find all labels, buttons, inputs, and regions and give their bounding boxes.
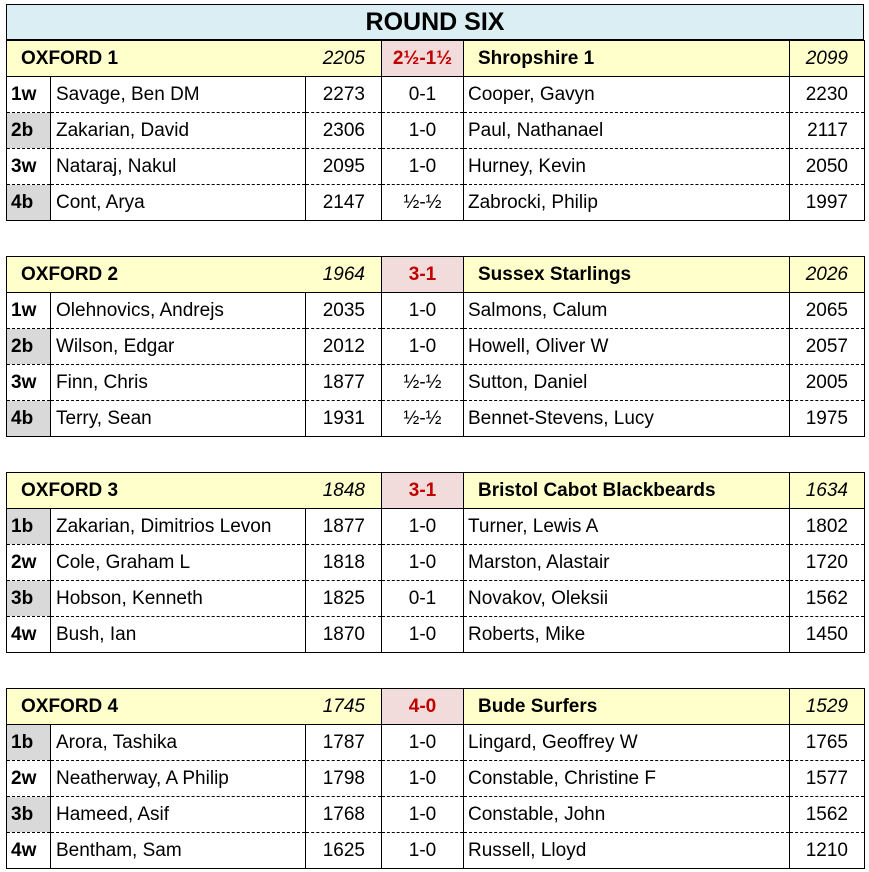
home-player: Terry, Sean <box>51 401 306 437</box>
board-number: 4w <box>7 833 51 869</box>
home-team-rating: 2205 <box>306 41 382 77</box>
away-player-rating: 1997 <box>805 191 848 213</box>
board-row <box>7 149 865 185</box>
away-player-rating: 1720 <box>790 545 865 581</box>
away-player: Russell, Lloyd <box>464 833 790 869</box>
home-player-rating: 1825 <box>306 581 382 617</box>
match-score: 4-0 <box>382 689 464 725</box>
home-player-rating: 2273 <box>306 77 382 113</box>
home-player: Arora, Tashika <box>51 725 306 761</box>
match-header <box>7 257 865 293</box>
home-team-name: OXFORD 2 <box>7 257 306 293</box>
home-player: Zakarian, Dimitrios Levon <box>51 509 306 545</box>
board-row <box>7 113 865 149</box>
board-number: 3b <box>7 581 51 617</box>
match-score: 3-1 <box>382 473 464 509</box>
board-row <box>7 617 865 653</box>
board-number: 3w <box>7 365 51 401</box>
board-number: 1b <box>7 725 51 761</box>
board-row <box>7 77 865 113</box>
away-player: Constable, Christine F <box>464 761 790 797</box>
match-score: 2½-1½ <box>382 41 464 77</box>
home-player: Hameed, Asif <box>51 797 306 833</box>
board-row <box>7 401 865 437</box>
board-row <box>7 581 865 617</box>
away-player-rating: 2005 <box>790 365 865 401</box>
home-player: Cont, Arya <box>51 185 306 221</box>
board-row <box>7 293 865 329</box>
board-number: 3b <box>7 797 51 833</box>
board-number: 1w <box>7 77 51 113</box>
board-number: 4b <box>7 401 51 437</box>
home-player: Olehnovics, Andrejs <box>51 293 306 329</box>
away-player: Howell, Oliver W <box>464 329 790 365</box>
away-team-rating: 2099 <box>790 41 865 77</box>
board-result: 1-0 <box>382 617 464 653</box>
board-result: 1-0 <box>382 761 464 797</box>
home-player-rating: 1798 <box>306 761 382 797</box>
home-team-name: OXFORD 1 <box>7 41 306 77</box>
match-table <box>6 472 865 653</box>
board-number: 3w <box>7 149 51 185</box>
board-row <box>7 833 865 869</box>
board-row <box>7 509 865 545</box>
match-table <box>6 40 865 221</box>
away-player-rating: 1210 <box>805 839 848 861</box>
away-player-rating: 2230 <box>790 77 865 113</box>
home-player-rating: 1787 <box>306 725 382 761</box>
away-player-rating: 1562 <box>790 581 865 617</box>
away-team-rating: 1529 <box>790 689 865 725</box>
board-number: 2b <box>7 113 51 149</box>
away-player: Lingard, Geoffrey W <box>464 725 790 761</box>
match-header <box>7 689 865 725</box>
board-number: 1w <box>7 293 51 329</box>
away-team-rating: 1634 <box>790 473 865 509</box>
board-number: 4w <box>7 617 51 653</box>
match-score: 3-1 <box>382 257 464 293</box>
board-row <box>7 329 865 365</box>
board-result: 1-0 <box>382 725 464 761</box>
away-player: Novakov, Oleksii <box>464 581 790 617</box>
home-player-rating: 1625 <box>306 833 382 869</box>
board-number: 2w <box>7 761 51 797</box>
home-player: Cole, Graham L <box>51 545 306 581</box>
board-result: 1-0 <box>382 509 464 545</box>
away-player: Salmons, Calum <box>464 293 790 329</box>
away-player-rating: 1765 <box>790 725 865 761</box>
board-number: 4b <box>7 185 51 221</box>
away-player: Turner, Lewis A <box>464 509 790 545</box>
board-result: 1-0 <box>382 113 464 149</box>
home-player-rating: 1870 <box>306 617 382 653</box>
board-result: 1-0 <box>382 797 464 833</box>
board-number: 2b <box>7 329 51 365</box>
away-player: Bennet-Stevens, Lucy <box>464 401 790 437</box>
board-result: 0-1 <box>382 581 464 617</box>
home-player: Zakarian, David <box>51 113 306 149</box>
board-row <box>7 797 865 833</box>
home-player-rating: 1877 <box>306 509 382 545</box>
home-team-rating: 1964 <box>306 257 382 293</box>
board-row <box>7 725 865 761</box>
round-title: ROUND SIX <box>6 4 864 40</box>
away-player-rating: 1577 <box>790 761 865 797</box>
board-result: 1-0 <box>382 149 464 185</box>
away-player: Constable, John <box>464 797 790 833</box>
away-player-rating: 1450 <box>805 623 848 645</box>
board-number: 1b <box>7 509 51 545</box>
match-table <box>6 256 865 437</box>
home-player: Wilson, Edgar <box>51 329 306 365</box>
home-player: Finn, Chris <box>51 365 306 401</box>
home-player: Nataraj, Nakul <box>51 149 306 185</box>
away-team-name: Bristol Cabot Blackbeards <box>464 473 790 509</box>
away-player-rating: 2050 <box>790 149 865 185</box>
away-player-rating: 2117 <box>790 113 865 149</box>
away-player-rating: 2057 <box>790 329 865 365</box>
away-player-rating: 2065 <box>790 293 865 329</box>
board-number: 2w <box>7 545 51 581</box>
board-result: 1-0 <box>382 293 464 329</box>
board-row <box>7 365 865 401</box>
away-player-rating: 1562 <box>790 797 865 833</box>
home-player-rating: 1818 <box>306 545 382 581</box>
board-result: ½-½ <box>382 401 464 437</box>
away-team-name: Bude Surfers <box>464 689 790 725</box>
board-result: 1-0 <box>382 833 464 869</box>
away-player: Roberts, Mike <box>464 617 790 653</box>
board-row <box>7 185 865 221</box>
home-team-name: OXFORD 4 <box>7 689 306 725</box>
home-player-rating: 2306 <box>306 113 382 149</box>
board-result: 1-0 <box>382 329 464 365</box>
home-player-rating: 1768 <box>306 797 382 833</box>
away-player: Marston, Alastair <box>464 545 790 581</box>
home-team-rating: 1848 <box>306 473 382 509</box>
away-player: Zabrocki, Philip <box>464 185 790 221</box>
board-row <box>7 761 865 797</box>
home-player: Bush, Ian <box>51 617 306 653</box>
home-player: Neatherway, A Philip <box>51 761 306 797</box>
away-player: Cooper, Gavyn <box>464 77 790 113</box>
home-player-rating: 1877 <box>306 365 382 401</box>
home-player: Bentham, Sam <box>51 833 306 869</box>
match-header <box>7 41 865 77</box>
away-team-name: Sussex Starlings <box>464 257 790 293</box>
board-result: 0-1 <box>382 77 464 113</box>
away-team-name: Shropshire 1 <box>464 41 790 77</box>
board-result: ½-½ <box>382 365 464 401</box>
away-player: Sutton, Daniel <box>464 365 790 401</box>
away-team-rating: 2026 <box>790 257 865 293</box>
board-result: ½-½ <box>382 185 464 221</box>
away-player-rating: 1802 <box>790 509 865 545</box>
home-player-rating: 1931 <box>306 401 382 437</box>
home-team-rating: 1745 <box>306 689 382 725</box>
away-player: Paul, Nathanael <box>464 113 790 149</box>
home-player: Savage, Ben DM <box>51 77 306 113</box>
home-player: Hobson, Kenneth <box>51 581 306 617</box>
match-header <box>7 473 865 509</box>
home-player-rating: 2035 <box>306 293 382 329</box>
home-player-rating: 2147 <box>306 185 382 221</box>
home-team-name: OXFORD 3 <box>7 473 306 509</box>
away-player: Hurney, Kevin <box>464 149 790 185</box>
home-player-rating: 2012 <box>306 329 382 365</box>
match-table <box>6 688 865 869</box>
away-player-rating: 1975 <box>805 407 848 429</box>
board-row <box>7 545 865 581</box>
home-player-rating: 2095 <box>306 149 382 185</box>
board-result: 1-0 <box>382 545 464 581</box>
